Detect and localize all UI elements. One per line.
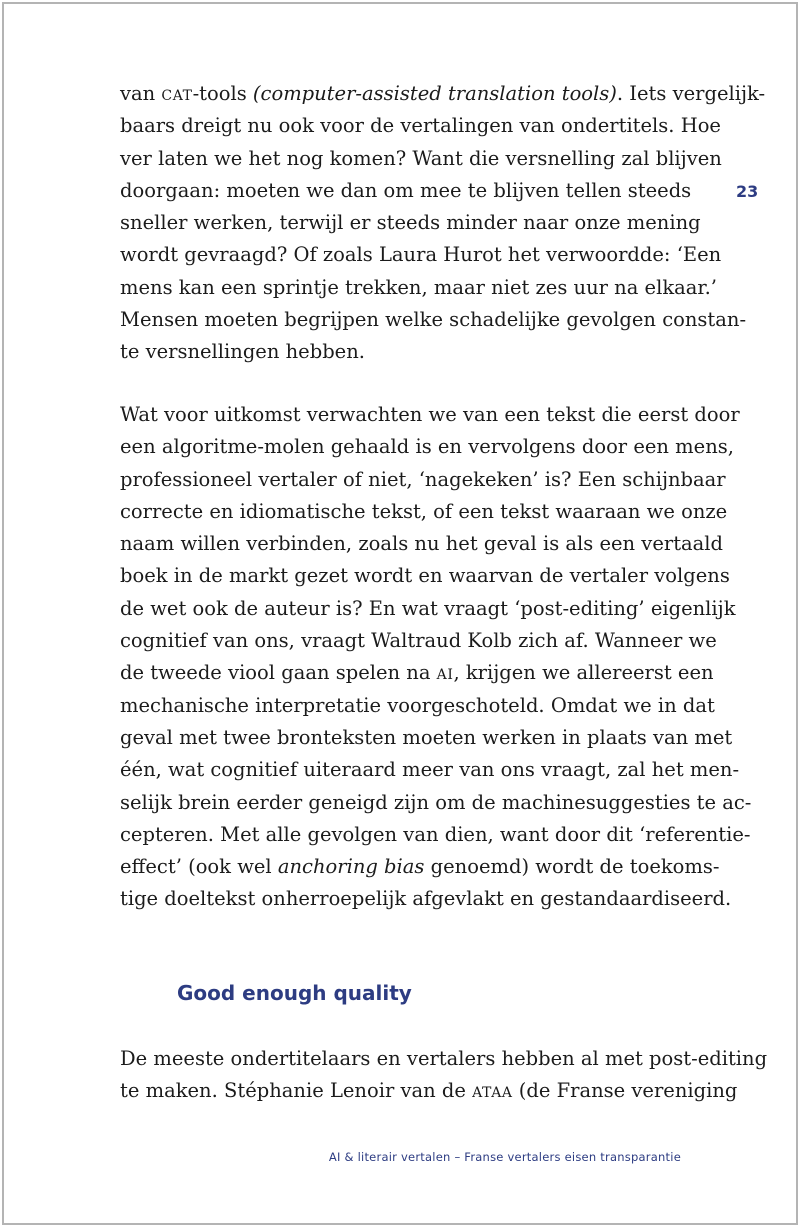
text-run: genoemd) wordt de toekoms- (424, 855, 720, 879)
text-run: effect’ (ook wel (120, 855, 278, 879)
paragraph (120, 1043, 768, 1108)
text-line (120, 1075, 738, 1107)
text-line (120, 78, 766, 110)
text-line: boek in de markt gezet wordt en waarvan de vertaler volgens (120, 564, 730, 588)
page-number: 23 (736, 182, 759, 201)
section-heading: Good enough quality (177, 981, 412, 1005)
text-run: (de Franse vereniging (512, 1079, 738, 1103)
abbreviation: cat (161, 82, 193, 105)
text-line (120, 851, 720, 883)
text-line: een algoritme-molen gehaald is en vervolgens door een mens, (120, 435, 734, 459)
text-line: Mensen moeten begrijpen welke schadelijke gevolgen constan- (120, 308, 747, 332)
text-line (120, 657, 714, 689)
text-line: cognitief van ons, vraagt Waltraud Kolb zich af. Wanneer we (120, 629, 717, 653)
running-footer: AI & literair vertalen – Franse vertalers eisen transparantie (328, 1150, 681, 1164)
text-line: doorgaan: moeten we dan om mee te blijven tellen steeds (120, 178, 692, 202)
text-line: sneller werken, terwijl er steeds minder naar onze mening (120, 211, 701, 235)
text-line: te versnellingen hebben. (120, 340, 365, 364)
text-run: , krijgen we allereerst een (453, 661, 714, 685)
text-line: De meeste ondertitelaars en vertalers hebben al met post-editing (120, 1047, 768, 1070)
text-line: naam willen verbinden, zoals nu het geval is als een vertaald (120, 532, 723, 556)
italic-term: (computer-assisted translation tools) (252, 82, 617, 105)
text-line: de wet ook de auteur is? En wat vraagt ‘post-editing’ eigenlijk (120, 596, 736, 620)
text-line: correcte en idiomatische tekst, of een tekst waaraan we onze (120, 499, 728, 523)
text-line: professioneel vertaler of niet, ‘nagekeken’ is? Een schijnbaar (120, 467, 726, 491)
text-run: -tools (192, 82, 253, 105)
text-line: wordt gevraagd? Of zoals Laura Hurot het verwoordde: ‘Een (120, 243, 722, 267)
text-line: tige doeltekst onherroepelijk afgevlakt en gestandaardiseerd. (120, 887, 732, 911)
text-line: mens kan een sprintje trekken, maar niet zes uur na elkaar.’ (120, 275, 717, 299)
text-line: geval met twee bronteksten moeten werken in plaats van met (120, 725, 733, 749)
abbreviation: ataa (472, 1079, 513, 1103)
paragraph (120, 399, 752, 916)
text-line: ver laten we het nog komen? Want die versnelling zal blijven (120, 146, 722, 170)
page (2, 2, 798, 1225)
text-run: van (120, 82, 162, 105)
text-run: te maken. Stéphanie Lenoir van de (120, 1079, 473, 1103)
text-run: de tweede viool gaan spelen na (120, 661, 437, 685)
text-line: baars dreigt nu ook voor de vertalingen van ondertitels. Hoe (120, 114, 721, 138)
text-line: één, wat cognitief uiteraard meer van ons vraagt, zal het men- (120, 758, 740, 782)
abbreviation: ai (436, 661, 454, 685)
text-line: Wat voor uitkomst verwachten we van een tekst die eerst door (120, 403, 740, 426)
text-run: . Iets vergelijk- (616, 82, 766, 105)
italic-term: anchoring bias (277, 855, 425, 879)
text-line: selijk brein eerder geneigd zijn om de machinesuggesties te ac- (120, 790, 752, 814)
text-line: cepteren. Met alle gevolgen van dien, want door dit ‘referentie- (120, 822, 751, 846)
text-line: mechanische interpretatie voorgeschoteld. Omdat we in dat (120, 693, 715, 717)
